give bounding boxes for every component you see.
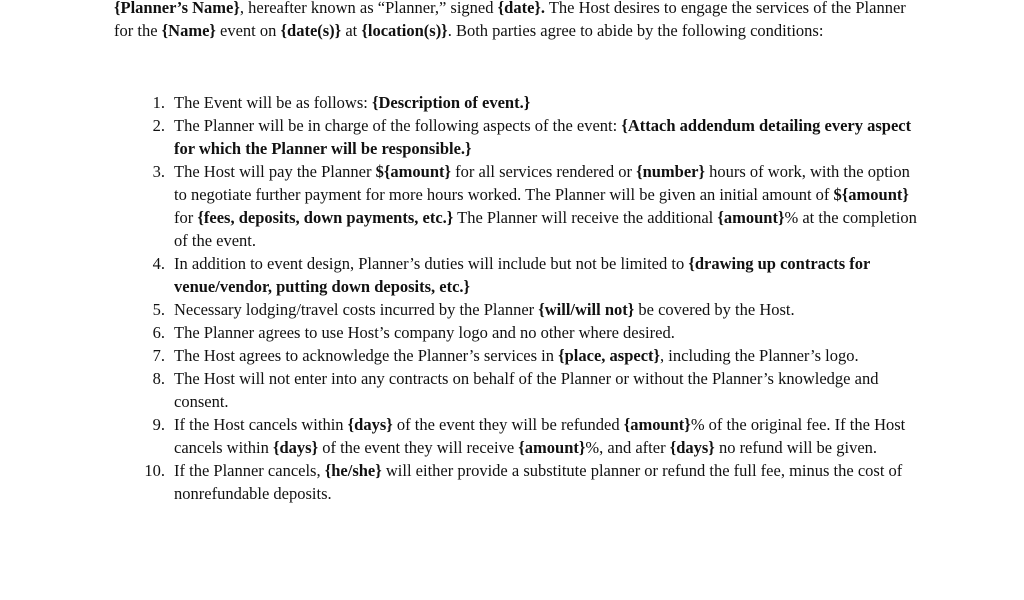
placeholder-field: {Name} (161, 21, 216, 40)
condition-number: 9. (152, 415, 165, 434)
text-run: The Planner will be in charge of the following aspects of the event: (174, 116, 622, 135)
condition-item (114, 160, 924, 252)
text-run: The Host desires to engage the services of the Planner for the (114, 0, 906, 40)
condition-item (114, 321, 924, 344)
condition-item (114, 91, 924, 114)
condition-item (114, 298, 924, 321)
text-run: hours of work, with the option to negotiate further payment for more hours worked. The Planner will be given an initial amount of (174, 162, 910, 204)
condition-number: 5. (152, 300, 165, 319)
text-run: . Both parties agree to abide by the following conditions: (447, 21, 824, 40)
condition-number: 7. (152, 346, 165, 365)
condition-item (114, 367, 924, 413)
condition-number: 2. (152, 116, 165, 135)
text-run: of the event they will receive (318, 438, 519, 457)
condition-item (114, 344, 924, 367)
placeholder-field: {amount} (717, 208, 785, 227)
condition-number: 1. (152, 93, 165, 112)
placeholder-field: {location(s)} (361, 21, 448, 40)
condition-text (174, 116, 911, 158)
condition-text (174, 93, 530, 112)
placeholder-field: {days} (272, 438, 319, 457)
condition-item (114, 459, 924, 505)
placeholder-field: {Attach addendum detailing every aspect for which the Planner will be responsible.} (174, 116, 912, 158)
condition-text (174, 461, 902, 503)
text-run: The Host agrees to acknowledge the Planner’s services in (174, 346, 559, 365)
text-run: for all services rendered or (451, 162, 637, 181)
text-run: Necessary lodging/travel costs incurred by the Planner (174, 300, 539, 319)
placeholder-field: ${amount} (833, 185, 909, 204)
text-run: no refund will be given. (714, 438, 878, 457)
intro-paragraph (114, 0, 914, 42)
condition-text (174, 162, 917, 250)
text-run: The Host will pay the Planner (174, 162, 376, 181)
text-run: % of the original fee. If the Host cancels within (174, 415, 906, 457)
placeholder-field: {will/will not} (538, 300, 635, 319)
condition-text (174, 254, 870, 296)
placeholder-field: {Description of event.} (371, 93, 531, 112)
text-run: The Event will be as follows: (174, 93, 372, 112)
placeholder-field: {amount} (518, 438, 586, 457)
text-run: of the event they will be refunded (392, 415, 624, 434)
text-run: at (341, 21, 362, 40)
text-run: If the Host cancels within (174, 415, 348, 434)
text-run: %, and after (585, 438, 670, 457)
placeholder-field: {drawing up contracts for venue/vendor, putting down deposits, etc.} (174, 254, 871, 296)
placeholder-field: ${amount} (375, 162, 451, 181)
condition-text (174, 369, 878, 411)
placeholder-field: {place, aspect} (558, 346, 661, 365)
text-run: In addition to event design, Planner’s duties will include but not be limited to (174, 254, 689, 273)
text-run: The Planner will receive the additional (453, 208, 718, 227)
intro-text (114, 0, 914, 42)
condition-item (114, 413, 924, 459)
condition-item (114, 252, 924, 298)
placeholder-field: {Planner’s Name} (114, 0, 240, 17)
placeholder-field: {days} (347, 415, 393, 434)
placeholder-field: {date(s)} (280, 21, 342, 40)
condition-text (174, 300, 795, 319)
text-run: The Planner agrees to use Host’s company logo and no other where desired. (174, 323, 675, 342)
placeholder-field: {number} (636, 162, 706, 181)
condition-text (174, 323, 675, 342)
text-run: The Host will not enter into any contracts on behalf of the Planner or without the Planner’s knowledge and consent. (174, 369, 879, 411)
condition-number: 8. (152, 369, 165, 388)
placeholder-field: {date}. (497, 0, 546, 17)
placeholder-field: {amount} (623, 415, 691, 434)
text-run: If the Planner cancels, (174, 461, 325, 480)
text-run: be covered by the Host. (634, 300, 795, 319)
condition-item (114, 114, 924, 160)
text-run: will either provide a substitute planner or refund the full fee, minus the cost of nonrefundable deposits. (174, 461, 903, 503)
text-run: event on (215, 21, 281, 40)
condition-number: 6. (152, 323, 165, 342)
text-run: , including the Planner’s logo. (660, 346, 859, 365)
conditions-list (114, 91, 924, 505)
condition-text (174, 346, 859, 365)
text-run: for (174, 208, 198, 227)
placeholder-field: {days} (669, 438, 715, 457)
condition-number: 4. (152, 254, 165, 273)
text-run: % at the completion of the event. (174, 208, 917, 250)
text-run: , hereafter known as “Planner,” signed (239, 0, 498, 17)
placeholder-field: {he/she} (324, 461, 382, 480)
condition-text (174, 415, 905, 457)
condition-number: 3. (152, 162, 165, 181)
condition-number: 10. (144, 461, 165, 480)
placeholder-field: {fees, deposits, down payments, etc.} (197, 208, 454, 227)
